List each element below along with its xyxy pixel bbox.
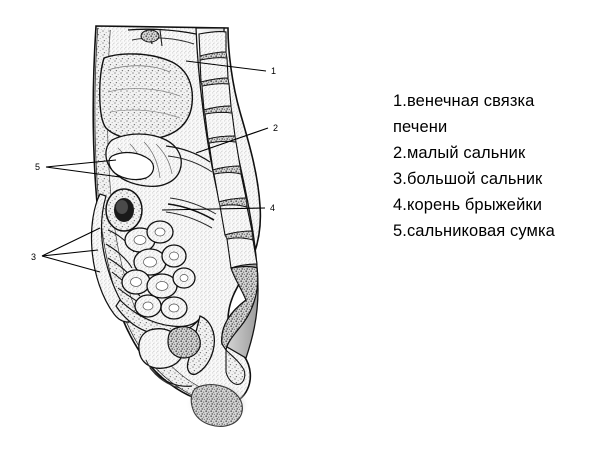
legend-item-4: 4.корень брыжейки — [393, 196, 543, 214]
transverse-colon — [106, 189, 142, 231]
legend-item-3: 3.большой сальник — [393, 170, 543, 188]
legend-item-2: 2.малый сальник — [393, 144, 526, 162]
callout-1: 1 — [271, 66, 277, 76]
callout-2: 2 — [273, 123, 279, 133]
legend-item-1: 1.венечная связка печени — [393, 92, 535, 136]
callout-3: 3 — [31, 252, 37, 262]
callout-5: 5 — [35, 162, 41, 172]
legend-item-5: 5.сальниковая сумка — [393, 222, 555, 240]
liver — [100, 54, 193, 140]
callout-4: 4 — [270, 203, 276, 213]
thigh-shadow — [186, 382, 250, 426]
legend-list — [393, 88, 593, 244]
